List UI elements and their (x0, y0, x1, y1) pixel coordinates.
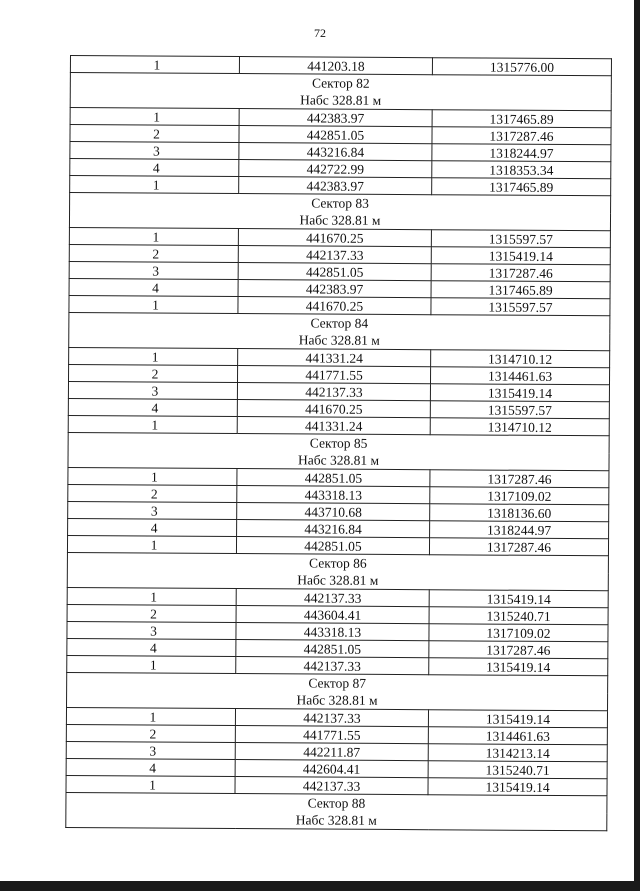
x-coordinate-cell: 442211.87 (235, 743, 428, 761)
point-number-cell (67, 535, 236, 553)
x-coordinate-cell: 443318.13 (236, 623, 429, 641)
y-coordinate-cell: 1314710.12 (431, 350, 610, 368)
y-coordinate-cell: 1317287.46 (429, 641, 608, 659)
point-number-cell (70, 176, 239, 194)
sector-title: Сектор 86 (67, 552, 608, 573)
point-number: 3 (150, 503, 158, 519)
x-coordinate-cell: 442851.05 (239, 126, 432, 144)
point-number-cell (69, 295, 238, 313)
coordinates-table-body (66, 56, 612, 831)
point-number: 3 (150, 623, 157, 639)
point-number-cell (67, 655, 236, 673)
x-coordinate-cell: 443318.13 (237, 486, 430, 504)
y-coordinate-cell: 1314213.14 (428, 744, 607, 762)
page-number: 72 (314, 26, 326, 40)
x-coordinate-cell: 441670.25 (237, 400, 430, 418)
x-coordinate-cell: 443604.41 (236, 606, 429, 624)
point-number-cell (67, 587, 236, 605)
y-coordinate-cell: 1318244.97 (430, 521, 609, 539)
point-number: 1 (150, 589, 158, 605)
sector-height: Набс 328.81 м (67, 570, 608, 591)
point-number-cell (67, 638, 236, 656)
point-number: 3 (152, 263, 160, 279)
sector-title: Сектор 88 (66, 792, 607, 813)
point-number-cell (66, 758, 235, 776)
y-coordinate-cell: 1315776.00 (432, 58, 611, 76)
point-number-cell (70, 159, 239, 177)
x-coordinate-cell: 441203.18 (239, 57, 432, 75)
y-coordinate-cell: 1315240.71 (428, 761, 607, 779)
x-coordinate-cell: 442851.05 (237, 469, 430, 487)
coordinates-table (65, 55, 612, 831)
point-number-cell (67, 621, 236, 639)
x-coordinate-cell: 441771.55 (235, 726, 428, 744)
point-number: 4 (151, 400, 159, 416)
point-number-cell (70, 125, 239, 143)
point-number-cell (66, 741, 235, 759)
point-number-cell (67, 604, 236, 622)
point-number: 3 (152, 143, 160, 159)
x-coordinate-cell: 441670.25 (238, 297, 431, 315)
x-coordinate-cell: 442383.97 (239, 177, 432, 195)
x-coordinate-cell: 442851.05 (236, 640, 429, 658)
sector-height: Набс 328.81 м (68, 450, 609, 471)
y-coordinate-cell: 1314461.63 (430, 367, 609, 385)
point-number-cell (68, 381, 237, 399)
point-number: 1 (153, 57, 161, 73)
x-coordinate-cell: 442137.33 (238, 246, 431, 264)
sector-height: Набс 328.81 м (69, 210, 610, 231)
point-number: 3 (149, 742, 157, 759)
y-coordinate-cell: 1318353.34 (432, 161, 611, 179)
sector-height: Набс 328.81 м (70, 90, 611, 111)
point-number-cell (68, 467, 237, 485)
point-number: 1 (149, 776, 156, 793)
x-coordinate-cell: 442137.33 (235, 777, 428, 795)
y-coordinate-cell: 1315597.57 (431, 230, 610, 248)
point-number: 1 (152, 177, 160, 193)
y-coordinate-cell: 1315419.14 (429, 658, 608, 676)
point-number-cell (66, 775, 235, 793)
point-number: 2 (153, 126, 160, 142)
y-coordinate-cell: 1314710.12 (430, 418, 609, 436)
y-coordinate-cell: 1315597.57 (430, 401, 609, 419)
point-number: 3 (151, 383, 159, 399)
point-number-cell (69, 364, 238, 382)
point-number: 1 (150, 537, 158, 553)
point-number: 4 (149, 639, 157, 656)
x-coordinate-cell: 443216.84 (237, 520, 430, 538)
y-coordinate-cell: 1315419.14 (430, 384, 609, 402)
point-number-cell (68, 518, 237, 536)
point-number: 2 (150, 486, 158, 502)
point-number: 2 (151, 366, 159, 382)
point-number: 1 (149, 656, 157, 673)
sector-title: Сектор 82 (70, 73, 611, 94)
y-coordinate-cell: 1317287.46 (429, 538, 608, 556)
sector-title: Сектор 84 (69, 312, 610, 333)
y-coordinate-cell: 1317465.89 (432, 110, 611, 128)
point-number: 1 (151, 349, 159, 365)
sector-title: Сектор 87 (67, 672, 608, 693)
y-coordinate-cell: 1317109.02 (429, 624, 608, 642)
point-number: 2 (150, 606, 158, 622)
point-number-cell (70, 108, 239, 126)
x-coordinate-cell: 442383.97 (239, 109, 432, 127)
y-coordinate-cell: 1315240.71 (429, 607, 608, 625)
x-coordinate-cell: 442851.05 (238, 263, 431, 281)
point-number: 1 (152, 297, 159, 313)
point-number-cell (69, 227, 238, 245)
y-coordinate-cell: 1315597.57 (431, 298, 610, 316)
x-coordinate-cell: 442137.33 (236, 657, 429, 675)
point-number-cell (69, 244, 238, 262)
point-number: 1 (153, 109, 161, 125)
y-coordinate-cell: 1314461.63 (428, 727, 607, 745)
point-number: 1 (149, 708, 157, 725)
y-coordinate-cell: 1317287.46 (430, 470, 609, 488)
x-coordinate-cell: 442851.05 (236, 537, 429, 555)
x-coordinate-cell: 442137.33 (235, 709, 428, 727)
sector-height: Набс 328.81 м (69, 330, 610, 351)
sector-title: Сектор 85 (68, 432, 609, 453)
x-coordinate-cell: 442137.33 (236, 589, 429, 607)
y-coordinate-cell: 1315419.14 (428, 778, 607, 796)
y-coordinate-cell: 1318136.60 (430, 504, 609, 522)
x-coordinate-cell: 442604.41 (235, 760, 428, 778)
y-coordinate-cell: 1317287.46 (431, 264, 610, 282)
x-coordinate-cell: 441670.25 (238, 229, 431, 247)
point-number: 1 (151, 469, 158, 485)
x-coordinate-cell: 443710.68 (237, 503, 430, 521)
y-coordinate-cell: 1317287.46 (432, 127, 611, 145)
point-number-cell (68, 501, 237, 519)
point-number-cell (70, 142, 239, 160)
y-coordinate-cell: 1318244.97 (432, 144, 611, 162)
point-number: 4 (149, 759, 157, 776)
y-coordinate-cell: 1317465.89 (432, 178, 611, 196)
y-coordinate-cell: 1315419.14 (428, 710, 607, 728)
point-number: 4 (152, 280, 160, 296)
x-coordinate-cell: 441771.55 (238, 366, 431, 384)
y-coordinate-cell: 1315419.14 (431, 247, 610, 265)
point-number-cell (68, 398, 237, 416)
sector-height: Набс 328.81 м (67, 690, 608, 711)
x-coordinate-cell: 442722.99 (239, 160, 432, 178)
point-number: 4 (152, 160, 160, 176)
point-number-cell (68, 415, 237, 433)
point-number-cell (68, 484, 237, 502)
x-coordinate-cell: 441331.24 (238, 349, 431, 367)
y-coordinate-cell: 1315419.14 (429, 590, 608, 608)
sector-height: Набс 328.81 м (66, 810, 607, 831)
x-coordinate-cell: 443216.84 (239, 143, 432, 161)
point-number-cell (66, 724, 235, 742)
point-number: 1 (151, 417, 159, 433)
point-number: 1 (152, 229, 160, 245)
point-number-cell (66, 707, 235, 725)
sector-height-row (66, 810, 607, 831)
point-number: 2 (149, 725, 157, 742)
point-number: 2 (152, 246, 160, 262)
point-number-cell (69, 261, 238, 279)
point-number: 4 (150, 520, 158, 536)
sector-title: Сектор 83 (70, 193, 611, 214)
y-coordinate-cell: 1317109.02 (430, 487, 609, 505)
x-coordinate-cell: 441331.24 (237, 417, 430, 435)
coordinates-table-wrapper (65, 55, 608, 831)
y-coordinate-cell: 1317465.89 (431, 281, 610, 299)
x-coordinate-cell: 442137.33 (237, 383, 430, 401)
x-coordinate-cell: 442383.97 (238, 280, 431, 298)
point-number-cell (69, 278, 238, 296)
point-number-cell (70, 56, 239, 74)
point-number-cell (69, 347, 238, 365)
